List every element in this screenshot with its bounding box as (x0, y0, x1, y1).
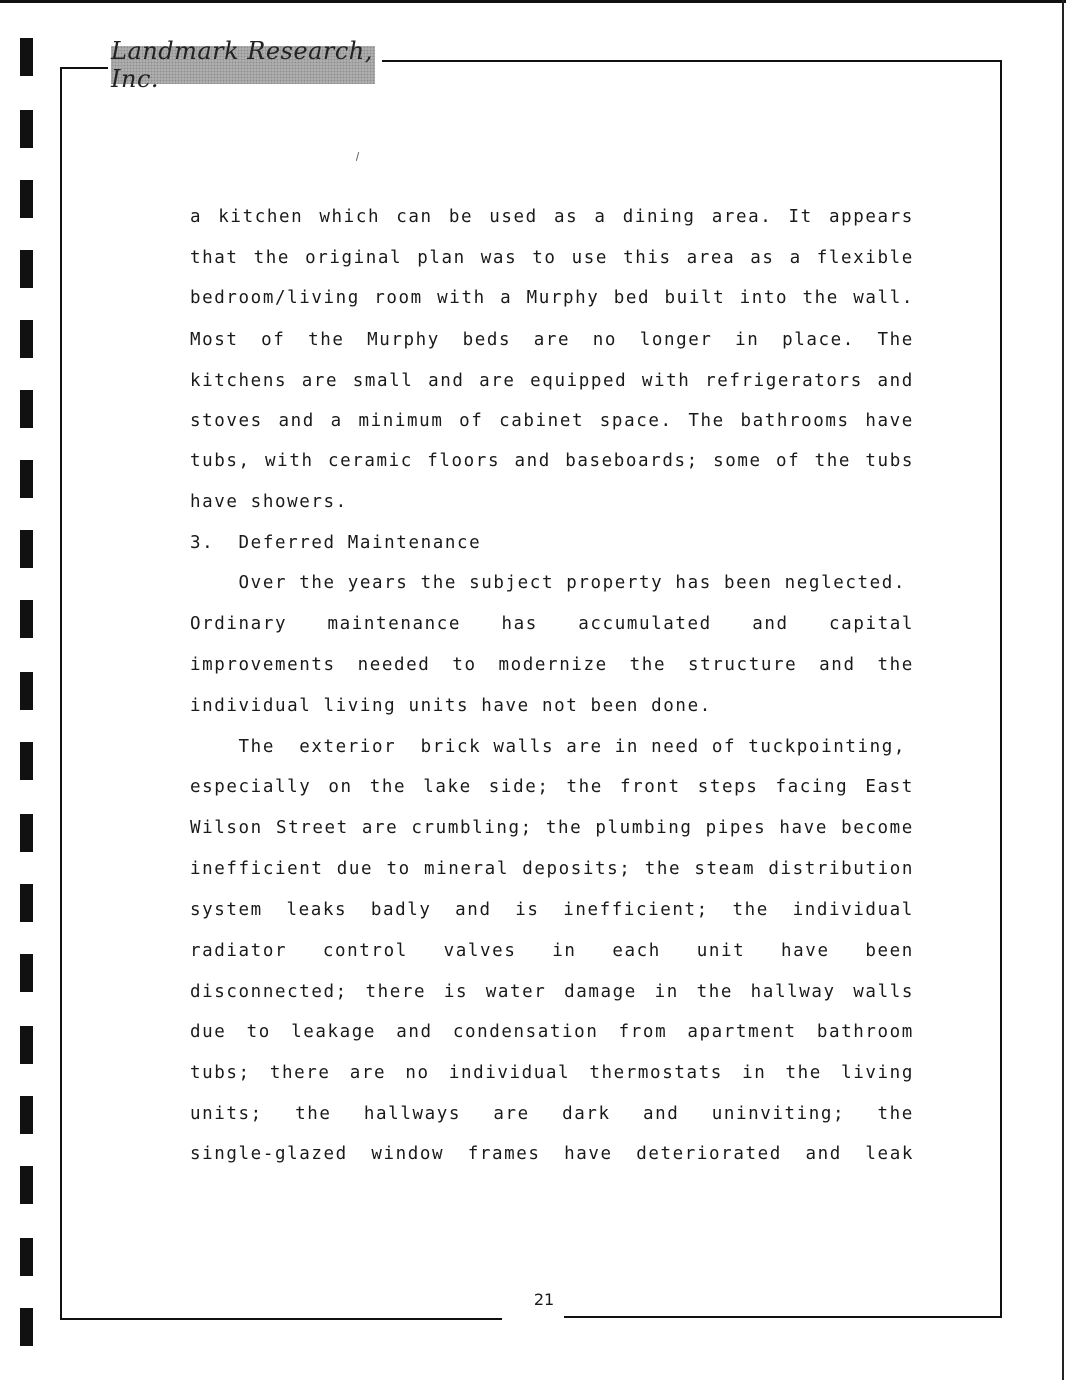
word: system (190, 900, 263, 920)
word: hallway (750, 982, 836, 1002)
word: valves (443, 941, 517, 961)
binding-hole (20, 1026, 33, 1064)
word: this (623, 248, 672, 268)
word: and (642, 1104, 680, 1124)
word: each (612, 941, 661, 961)
word: can (396, 207, 433, 227)
binding-hole (20, 742, 33, 780)
word: water (485, 982, 547, 1002)
frame-left-rule (60, 67, 62, 1320)
word: kitchen (218, 207, 304, 227)
word: to (532, 248, 557, 268)
word: as (553, 207, 579, 227)
word: area. (711, 207, 773, 227)
text-line (190, 899, 914, 921)
word: floors (427, 451, 501, 471)
word: built (664, 288, 726, 308)
word: and (514, 451, 551, 471)
word: no (592, 330, 618, 350)
binding-hole (20, 38, 33, 76)
binding-hole (20, 110, 33, 148)
word: radiator (190, 941, 288, 961)
company-logo: Landmark Research, Inc. (111, 46, 375, 84)
binding-hole (20, 954, 33, 992)
word: become (841, 818, 914, 838)
word: accumulated (578, 614, 712, 634)
word: on (328, 777, 353, 797)
word: in (552, 941, 577, 961)
word: are (493, 1104, 530, 1124)
word: original (305, 248, 403, 268)
word: Murphy (367, 330, 440, 350)
word: Murphy (526, 288, 600, 308)
word: are (301, 371, 339, 391)
binding-hole (20, 1238, 33, 1276)
word: leakage (291, 1022, 377, 1042)
word: are (479, 371, 516, 391)
word: front (620, 777, 681, 797)
word: the (566, 777, 603, 797)
word: was (480, 248, 518, 268)
frame-right-rule (1000, 60, 1002, 1318)
text-line (190, 1021, 914, 1043)
text-line (190, 858, 914, 880)
word: frames (467, 1144, 541, 1164)
word: badly (370, 900, 432, 920)
word: use (571, 248, 609, 268)
frame-bottom-left-rule (60, 1318, 502, 1320)
text-line (190, 613, 914, 635)
word: no (405, 1063, 430, 1083)
word: pipes (705, 818, 767, 838)
word: kitchens (190, 371, 288, 391)
word: flexible (816, 248, 914, 268)
word: needed (357, 655, 431, 675)
word: as (750, 248, 775, 268)
word: is (515, 900, 540, 920)
word: there (269, 1063, 331, 1083)
word: the (295, 1104, 332, 1124)
word: wall. (853, 288, 914, 308)
word: in (654, 982, 679, 1002)
word: the (732, 900, 769, 920)
binding-hole (20, 530, 33, 568)
word: thermostats (589, 1063, 723, 1083)
word: space. (599, 411, 673, 431)
word: longer (639, 330, 713, 350)
text-line: individual living units have not been done. (190, 696, 712, 716)
word: plumbing (595, 818, 693, 838)
word: hallways (363, 1104, 461, 1124)
binding-hole (20, 884, 33, 922)
word: walls (853, 982, 914, 1002)
word: area (686, 248, 736, 268)
word: Most (190, 330, 239, 350)
word: improvements (190, 655, 336, 675)
word: and (278, 411, 315, 431)
word: modernize (498, 655, 608, 675)
word: have (779, 818, 828, 838)
text-line (190, 247, 914, 269)
text-line (190, 410, 914, 432)
word: in (735, 330, 760, 350)
word: beds (462, 330, 512, 350)
word: room (374, 288, 423, 308)
text-line (190, 370, 914, 392)
binding-hole (20, 320, 33, 358)
word: deteriorated (636, 1144, 782, 1164)
word: capital (829, 614, 914, 634)
word: inefficient; (563, 900, 709, 920)
word: bathroom (816, 1022, 914, 1042)
word: and (455, 900, 492, 920)
word: appears (828, 207, 914, 227)
word: the (696, 982, 733, 1002)
word: The (688, 411, 725, 431)
binding-hole (20, 180, 33, 218)
page-top-edge (0, 0, 1066, 3)
word: maintenance (327, 614, 462, 634)
word: cabinet (499, 411, 585, 431)
text-line (190, 1062, 914, 1084)
text-line (190, 817, 914, 839)
word: East (865, 777, 914, 797)
text-line: The exterior brick walls are in need of tuckpointing, (190, 737, 907, 757)
word: uninviting; (711, 1104, 846, 1124)
word: and (819, 655, 856, 675)
word: dark (562, 1104, 611, 1124)
word: living (841, 1063, 914, 1083)
binding-hole (20, 460, 33, 498)
text-line (190, 940, 914, 962)
word: and (752, 614, 789, 634)
text-line (190, 287, 914, 309)
word: a (190, 207, 203, 227)
word: a (594, 207, 607, 227)
word: crumbling; (411, 818, 533, 838)
word: the (308, 330, 345, 350)
word: be (448, 207, 474, 227)
word: steps (697, 777, 759, 797)
word: with (641, 371, 691, 391)
word: leaks (286, 900, 348, 920)
word: into (739, 288, 789, 308)
text-line (190, 981, 914, 1003)
binding-hole (20, 390, 33, 428)
word: are (349, 1063, 387, 1083)
binding-hole (20, 600, 33, 638)
word: a (330, 411, 343, 431)
word: tubs, (190, 451, 251, 471)
word: of (776, 451, 801, 471)
word: some (713, 451, 762, 471)
word: from (618, 1022, 668, 1042)
word: unit (696, 941, 746, 961)
word: the (814, 451, 852, 471)
word: the (629, 655, 667, 675)
word: to (246, 1022, 271, 1042)
word: baseboards; (565, 451, 699, 471)
word: a (789, 248, 802, 268)
word: the (877, 1104, 914, 1124)
word: minimum (358, 411, 444, 431)
word: side; (488, 777, 550, 797)
binding-hole (20, 814, 33, 852)
word: window (371, 1144, 445, 1164)
word: that (190, 248, 239, 268)
text-line: 3. Deferred Maintenance (190, 533, 482, 553)
word: of (459, 411, 484, 431)
text-line (190, 776, 914, 798)
word: equipped (530, 371, 628, 391)
binding-hole (20, 250, 33, 288)
frame-top-left-rule (60, 67, 108, 69)
stray-mark (356, 152, 359, 161)
text-line: have showers. (190, 492, 348, 512)
word: distribution (768, 859, 914, 879)
word: to (452, 655, 477, 675)
word: lake (423, 777, 472, 797)
word: have (781, 941, 830, 961)
word: the (644, 859, 682, 879)
word: the (785, 1063, 822, 1083)
word: to (386, 859, 411, 879)
word: the (877, 655, 914, 675)
word: has (501, 614, 538, 634)
word: plan (417, 248, 466, 268)
text-line (190, 1103, 914, 1125)
frame-top-right-rule (382, 60, 1002, 62)
text-line (190, 654, 914, 676)
text-line (190, 1143, 914, 1165)
word: single-glazed (190, 1144, 348, 1164)
word: been (865, 941, 914, 961)
word: mineral (424, 859, 509, 879)
word: and (396, 1022, 433, 1042)
word: especially (190, 777, 312, 797)
word: used (489, 207, 538, 227)
word: the (369, 777, 407, 797)
word: bedroom/living (190, 288, 360, 308)
word: ceramic (327, 451, 413, 471)
word: The (877, 330, 914, 350)
word: deposits; (522, 859, 632, 879)
word: there (365, 982, 427, 1002)
text-line (190, 450, 914, 472)
word: in (742, 1063, 767, 1083)
word: units; (190, 1104, 263, 1124)
word: refrigerators (705, 371, 863, 391)
word: with (437, 288, 486, 308)
word: tubs; (190, 1063, 251, 1083)
word: is (443, 982, 469, 1002)
word: which (319, 207, 381, 227)
word: and (877, 371, 914, 391)
word: damage (564, 982, 637, 1002)
word: inefficient (190, 859, 324, 879)
frame-bottom-right-rule (564, 1316, 1002, 1318)
word: place. (782, 330, 855, 350)
text-line: Over the years the subject property has been neglected. (190, 573, 907, 593)
word: and (428, 371, 465, 391)
binding-hole (20, 672, 33, 710)
word: the (253, 248, 291, 268)
binding-hole (20, 1308, 33, 1346)
word: tubs (865, 451, 914, 471)
word: small (352, 371, 414, 391)
word: leak (865, 1144, 914, 1164)
word: individual (792, 900, 914, 920)
word: dining (622, 207, 696, 227)
word: disconnected; (190, 982, 348, 1002)
word: It (788, 207, 813, 227)
text-line (190, 206, 914, 228)
word: Ordinary (190, 614, 288, 634)
word: due (336, 859, 374, 879)
word: have (865, 411, 914, 431)
word: Wilson (190, 818, 263, 838)
word: the (545, 818, 583, 838)
page-right-edge (1062, 0, 1064, 1380)
word: are (533, 330, 571, 350)
word: bathrooms (740, 411, 850, 431)
word: and (805, 1144, 842, 1164)
word: apartment (687, 1022, 797, 1042)
word: structure (688, 655, 798, 675)
page-number: 21 (533, 1290, 555, 1309)
word: bed (613, 288, 651, 308)
binding-hole (20, 1096, 33, 1134)
word: a (500, 288, 513, 308)
text-line (190, 329, 914, 351)
word: Street (275, 818, 349, 838)
word: have (564, 1144, 613, 1164)
word: are (361, 818, 399, 838)
word: steam (694, 859, 756, 879)
word: individual (448, 1063, 571, 1083)
binding-hole (20, 1166, 33, 1204)
word: condensation (452, 1022, 599, 1042)
word: of (261, 330, 286, 350)
word: facing (775, 777, 849, 797)
word: stoves (190, 411, 263, 431)
word: the (802, 288, 839, 308)
word: due (190, 1022, 227, 1042)
word: with (265, 451, 314, 471)
word: control (322, 941, 408, 961)
